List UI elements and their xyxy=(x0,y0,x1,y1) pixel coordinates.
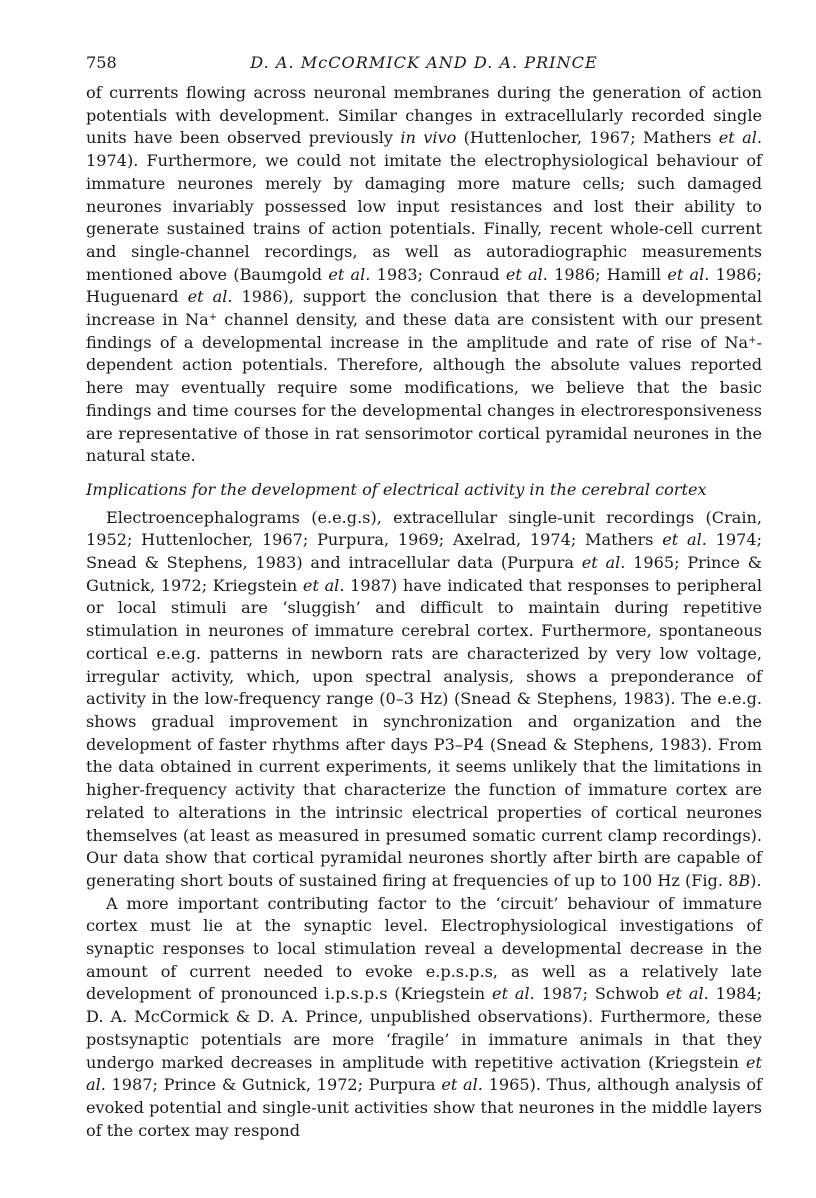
italic-text: et al. xyxy=(187,287,233,307)
text-run: 1974). Furthermore, we could not imitate the electrophysiological behaviour of immature neurones merely by damaging more mature cells; such damaged neurones invariably possessed low input resistances and lost their ability to generate sustained trains of action potentials. Finally, recent whole-cell current and single-channel recordings, as well as autoradiographic measurements mentioned above (Baumgold xyxy=(86,151,762,284)
italic-text: B xyxy=(738,870,751,890)
text-run: 1983; Conraud xyxy=(370,264,506,284)
text-run: 1965; Prince & Gutnick, 1972; Kriegstein xyxy=(86,553,762,595)
text-run: -dependent action potentials. Therefore, although the absolute values reported here may eventually require some modifications, we believe that the basic findings and time courses for the developmental changes in electroresponsiveness are representative of those in rat sensorimotor cortical pyramidal neurones in the natural state. xyxy=(86,332,762,466)
text-run: 1986; Huguenard xyxy=(86,264,763,307)
text-run: 1984; D. A. McCormick & D. A. Prince, unpublished observations). Furthermore, these postsynaptic potentials are more ‘fragile’ in immature animals in that they undergo marked decreases in amplitude with repetitive activation (Kriegstein xyxy=(86,984,762,1072)
italic-text: et al. xyxy=(302,575,345,595)
body-paragraph-3 xyxy=(86,893,762,1143)
italic-text: et al. xyxy=(581,553,626,573)
italic-text: et al. xyxy=(667,264,710,284)
journal-page xyxy=(86,52,762,1142)
running-title: D. A. McCORMICK AND D. A. PRINCE xyxy=(250,53,598,72)
superscript-text: + xyxy=(208,312,218,324)
page-number: 758 xyxy=(86,53,117,72)
text-run: A more important contributing factor to the ‘circuit’ behaviour of immature cortex must lie at the synaptic level. Electrophysiological investigations of synaptic responses to local stimulation reveal a developmental decrease in the amount of current needed to evoke e.p.s.p.s, as well as a relatively late development of pronounced i.p.s.p.s (Kriegstein xyxy=(86,893,762,1004)
italic-text: et al. xyxy=(662,530,707,550)
italic-text: et al. xyxy=(492,984,535,1004)
superscript-text: + xyxy=(748,334,757,346)
text-run: 1974; Snead & Stephens, 1983) and intracellular data (Purpura xyxy=(86,530,763,573)
text-run: 1986), support the conclusion that there is a developmental increase in Na xyxy=(86,287,762,330)
italic-text: et al. xyxy=(328,264,371,284)
body-paragraph-1 xyxy=(86,82,762,468)
text-run: Electroencephalograms (e.e.g.s), extracellular single-unit recordings (Crain, 1952; Huttenlocher, 1967; Purpura, 1969; Axelrad, 1974; Mathers xyxy=(86,507,762,550)
text-run: 1987; Schwob xyxy=(534,984,666,1004)
running-head xyxy=(86,52,762,76)
text-run: of currents flowing across neuronal membranes during the generation of action potentials with development. Similar changes in extracellularly recorded single units have been observed previously xyxy=(86,83,762,148)
text-run: 1986; Hamill xyxy=(547,264,668,284)
text-run: channel density, and these data are consistent with our present findings of a developmental increase in the amplitude and rate of rise of Na xyxy=(86,310,762,352)
italic-text: et al. xyxy=(665,984,709,1004)
section-heading: Implications for the development of electrical activity in the cerebral cortex xyxy=(86,479,707,499)
italic-text: et al. xyxy=(441,1075,483,1095)
italic-text: in vivo xyxy=(400,128,457,148)
text-run: 1987; Prince & Gutnick, 1972; Purpura xyxy=(105,1075,442,1095)
text-run: ). xyxy=(750,870,762,890)
text-run: (Huttenlocher, 1967; Mathers xyxy=(456,128,719,148)
italic-text: et al. xyxy=(505,264,548,284)
text-run: 1987) have indicated that responses to peripheral or local stimuli are ‘sluggish’ and difficult to maintain during repetitive stimulation in neurones of immature cerebral cortex. Furthermore, spontaneous cortical e.e.g. patterns in newborn rats are characterized by very low voltage, irregular activity, which, upon spectral analysis, shows a preponderance of activity in the low-frequency range (0–3 Hz) (Snead & Stephens, 1983). The e.e.g. shows gradual improvement in synchronization and organization and the development of faster rhythms after days P3–P4 (Snead & Stephens, 1983). From the data obtained in current experiments, it seems unlikely that the limitations in higher-frequency activity that characterize the function of immature cortex are related to alterations in the intrinsic electrical properties of cortical neurones themselves (at least as measured in presumed somatic current clamp recordings). Our data show that cortical pyramidal neurones shortly after birth are capable of generating short bouts of sustained firing at frequencies of up to 100 Hz (Fig. 8 xyxy=(86,575,762,890)
italic-text: et al. xyxy=(718,128,762,148)
body-paragraph-2 xyxy=(86,507,762,893)
italic-text: et al. xyxy=(86,1052,762,1095)
text-run: 1965). Thus, although analysis of evoked potential and single-unit activities show that neurones in the middle layers of the cortex may respond xyxy=(86,1075,762,1140)
